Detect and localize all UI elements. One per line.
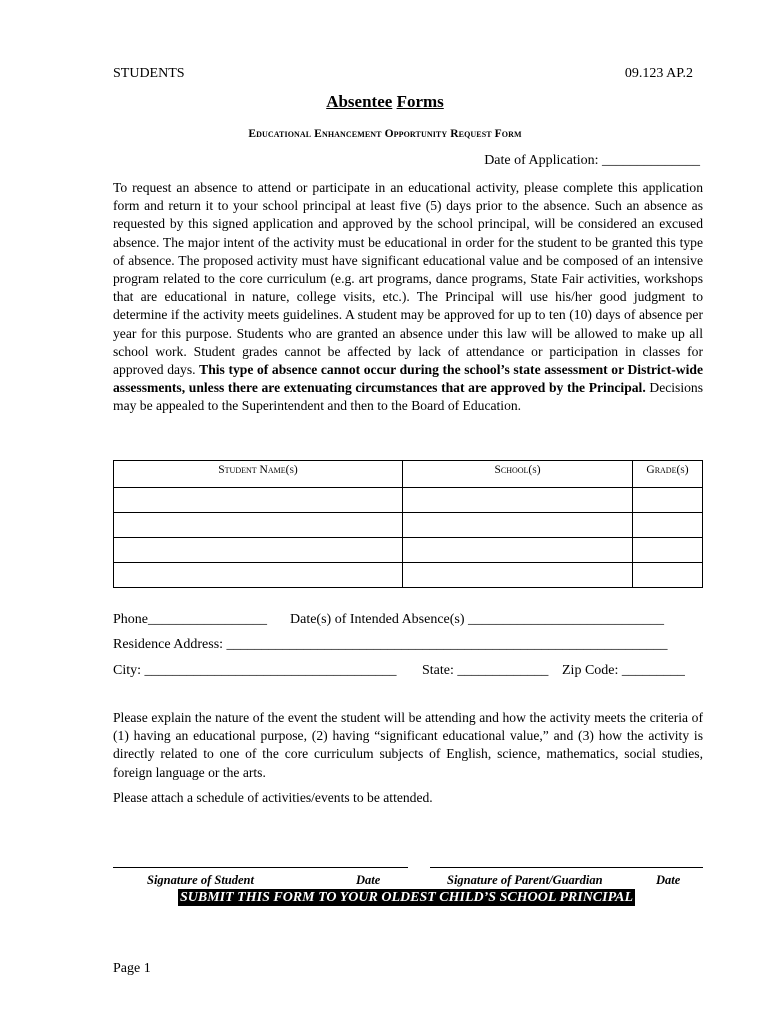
intro-bold-text: This type of absence cannot occur during the school’s state assessment or District-wide assessments, unless there are extenuating circumstances that are approved by the Principal.	[113, 362, 703, 396]
grade-cell[interactable]	[633, 488, 703, 513]
page-title	[0, 92, 770, 112]
student-signature-line[interactable]	[113, 867, 408, 868]
grade-cell[interactable]	[633, 563, 703, 588]
school-cell[interactable]	[403, 488, 633, 513]
grade-cell[interactable]	[633, 538, 703, 563]
city-field[interactable]: City: ____________________________________	[113, 663, 397, 678]
header-schools: School(s)	[403, 461, 633, 488]
parent-signature-line[interactable]	[430, 867, 703, 868]
parent-date-label: Date	[656, 873, 681, 887]
student-name-cell[interactable]	[114, 563, 403, 588]
intended-absence-dates-field[interactable]: Date(s) of Intended Absence(s) ____________________________	[290, 612, 665, 627]
intro-paragraph	[113, 179, 703, 416]
intro-text: To request an absence to attend or participate in an educational activity, please complete this application form and return it to your school principal at least five (5) days prior to the absence. Such an absence as requested by this signed application and approved by the school principal, will be considered an excused absence. The major intent of the activity must be educational in order for the student to be granted this type of absence. The proposed activity must have significant educational value and be composed of an intensive program related to the core curriculum (e.g. art programs, dance programs, State Fair activities, workshops that are educational in nature, college visits, etc.). The Principal will use his/her good judgment to determine if the activity meets guidelines. A student may be approved for up to ten (10) days of absence per year for this purpose. Students who are granted an absence under this law will be allowed to make up all school work. Student grades cannot be affected by lack of attendance or participation in classes for approved days.	[113, 180, 703, 378]
school-cell[interactable]	[403, 563, 633, 588]
submit-banner: SUBMIT THIS FORM TO YOUR OLDEST CHILD’S SCHOOL PRINCIPAL	[180, 890, 633, 905]
grade-cell[interactable]	[633, 513, 703, 538]
student-table	[113, 460, 703, 588]
explain-paragraph: Please explain the nature of the event the student will be attending and how the activity meets the criteria of (1) having an educational purpose, (2) having “significant educational value,” and (3) how the activity is directly related to one of the core curriculum subjects of English, science, mathematics, social studies, foreign language or the arts.	[113, 710, 703, 780]
title-word-2: Forms	[396, 92, 444, 111]
residence-address-field[interactable]: Residence Address: _______________________________________________________________	[113, 637, 668, 652]
student-name-cell[interactable]	[114, 538, 403, 563]
form-subtitle: Educational Enhancement Opportunity Request Form	[248, 128, 522, 140]
page-number: Page 1	[113, 961, 151, 976]
student-name-cell[interactable]	[114, 513, 403, 538]
table-header-row	[114, 461, 703, 488]
student-signature-label: Signature of Student	[147, 873, 254, 887]
school-cell[interactable]	[403, 513, 633, 538]
intro-end-text: Decisions may be appealed to the Superintendent and then to the Board of Education.	[113, 380, 703, 414]
parent-signature-label: Signature of Parent/Guardian	[447, 873, 603, 887]
table-row	[114, 538, 703, 563]
school-cell[interactable]	[403, 538, 633, 563]
table-row	[114, 563, 703, 588]
phone-field[interactable]: Phone_________________	[113, 612, 267, 627]
table-row	[114, 513, 703, 538]
state-field[interactable]: State: _____________	[422, 663, 549, 678]
header-grades: Grade(s)	[633, 461, 703, 488]
date-of-application-field[interactable]: Date of Application: ______________	[484, 153, 700, 168]
student-date-label: Date	[356, 873, 381, 887]
header-student-names: Student Name(s)	[114, 461, 403, 488]
zip-code-field[interactable]: Zip Code: _________	[562, 663, 685, 678]
student-name-cell[interactable]	[114, 488, 403, 513]
table-row	[114, 488, 703, 513]
header-left: STUDENTS	[113, 66, 185, 81]
attach-instruction: Please attach a schedule of activities/events to be attended.	[113, 790, 433, 805]
title-word-1: Absentee	[326, 92, 393, 111]
header-right: 09.123 AP.2	[624, 66, 693, 81]
